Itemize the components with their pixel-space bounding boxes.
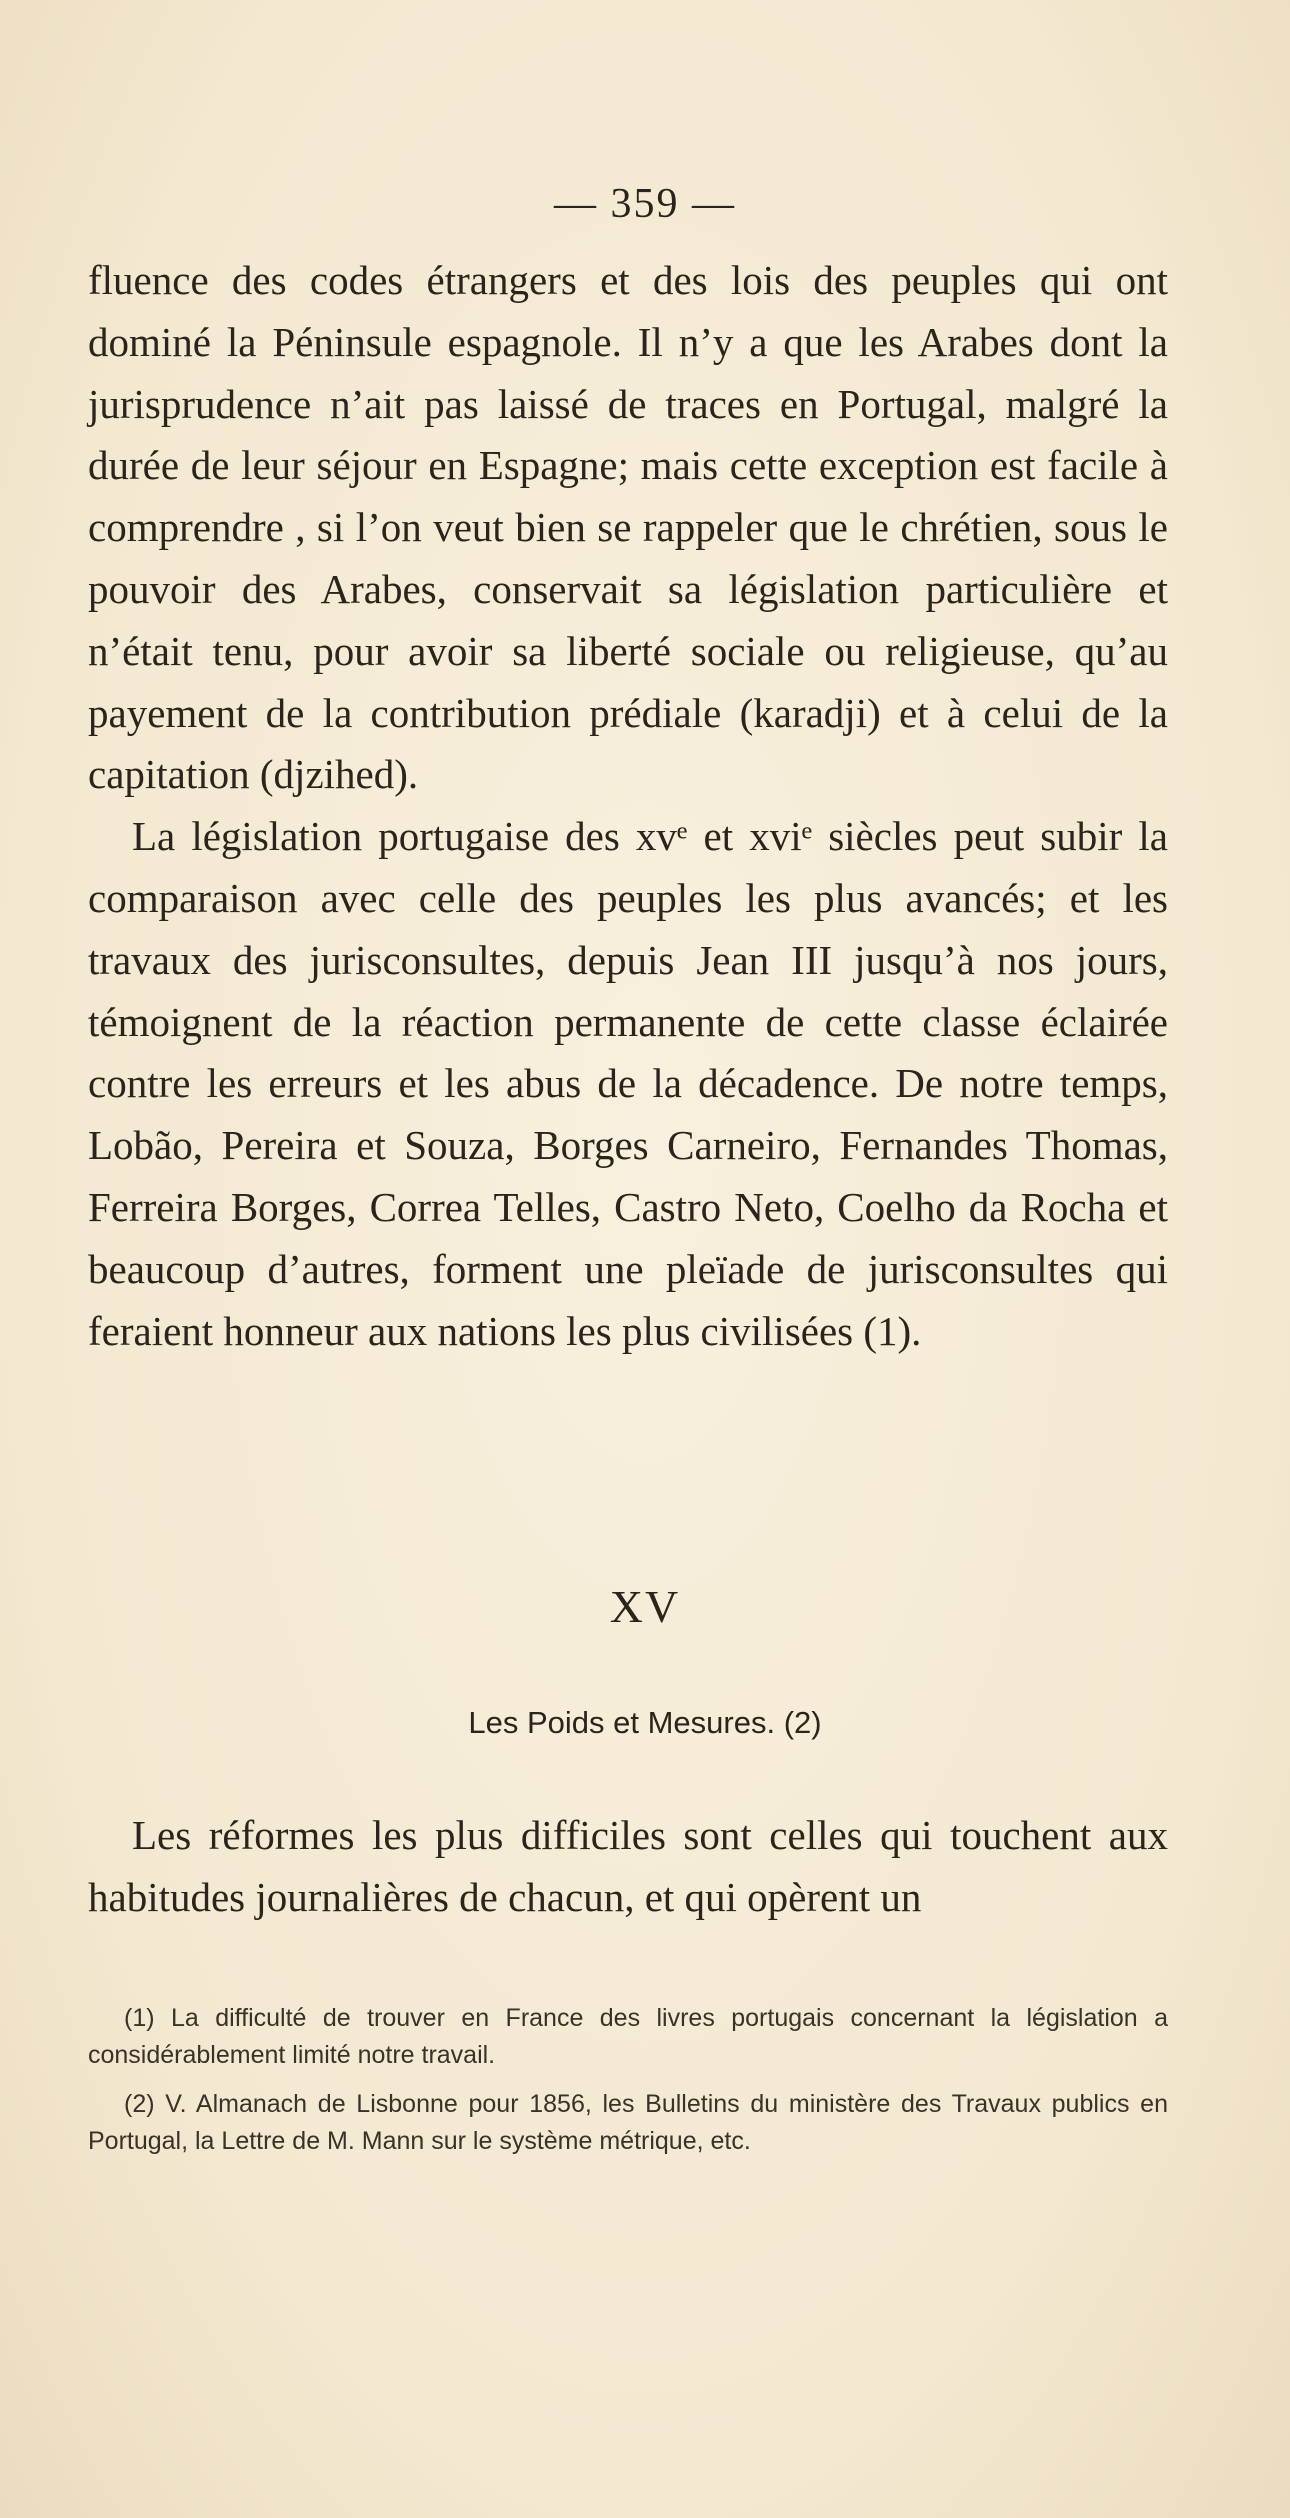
page-number: — 359 — — [554, 181, 736, 227]
section-title: Les Poids et Mesures. (2) — [468, 1705, 822, 1740]
footnotes — [88, 2000, 1168, 2172]
section-number: XV — [609, 1581, 681, 1632]
paragraph-reforms: Les réformes les plus difficiles sont celles qui touchent aux habitudes journalières de chacun, et qui opèrent un — [88, 1812, 1168, 1920]
body-text — [88, 250, 1168, 1362]
paragraph-portuguese-legislation: La législation portugaise des xvᵉ et xviᵉ siècles peut subir la comparaison avec celle des peuples les plus avancés; et les travaux des jurisconsultes, depuis Jean III jusqu’à nos jours, témoignent de la réaction permanente de cette classe éclairée contre les erreurs et les abus de la décadence. De notre temps, Lobão, Pereira et Souza, Borges Carneiro, Fernandes Thomas, Ferreira Borges, Correa Telles, Castro Neto, Coelho da Rocha et beaucoup d’autres, forment une pleïade de jurisconsultes qui feraient honneur aux nations les plus civilisées (1). — [88, 813, 1168, 1354]
footnote-2: (2) V. Almanach de Lisbonne pour 1856, les Bulletins du ministère des Travaux publics en Portugal, la Lettre de M. Mann sur le système métrique, etc. — [88, 2090, 1168, 2155]
paragraph-legal-influence: fluence des codes étrangers et des lois des peuples qui ont dominé la Péninsule espagnole. Il n’y a que les Arabes dont la jurisprudence n’ait pas laissé de traces en Portugal, malgré la durée de leur séjour en Espagne; mais cette exception est facile à comprendre , si l’on veut bien se rappeler que le chrétien, sous le pouvoir des Arabes, conservait sa législation particulière et n’était tenu, pour avoir sa liberté sociale ou religieuse, qu’au payement de la contribution prédiale (karadji) et à celui de la capitation (djzihed). — [88, 257, 1168, 798]
section-text — [88, 1805, 1168, 1929]
footnote-1: (1) La difficulté de trouver en France des livres portugais concernant la législation a considérablement limité notre travail. — [88, 2004, 1168, 2069]
